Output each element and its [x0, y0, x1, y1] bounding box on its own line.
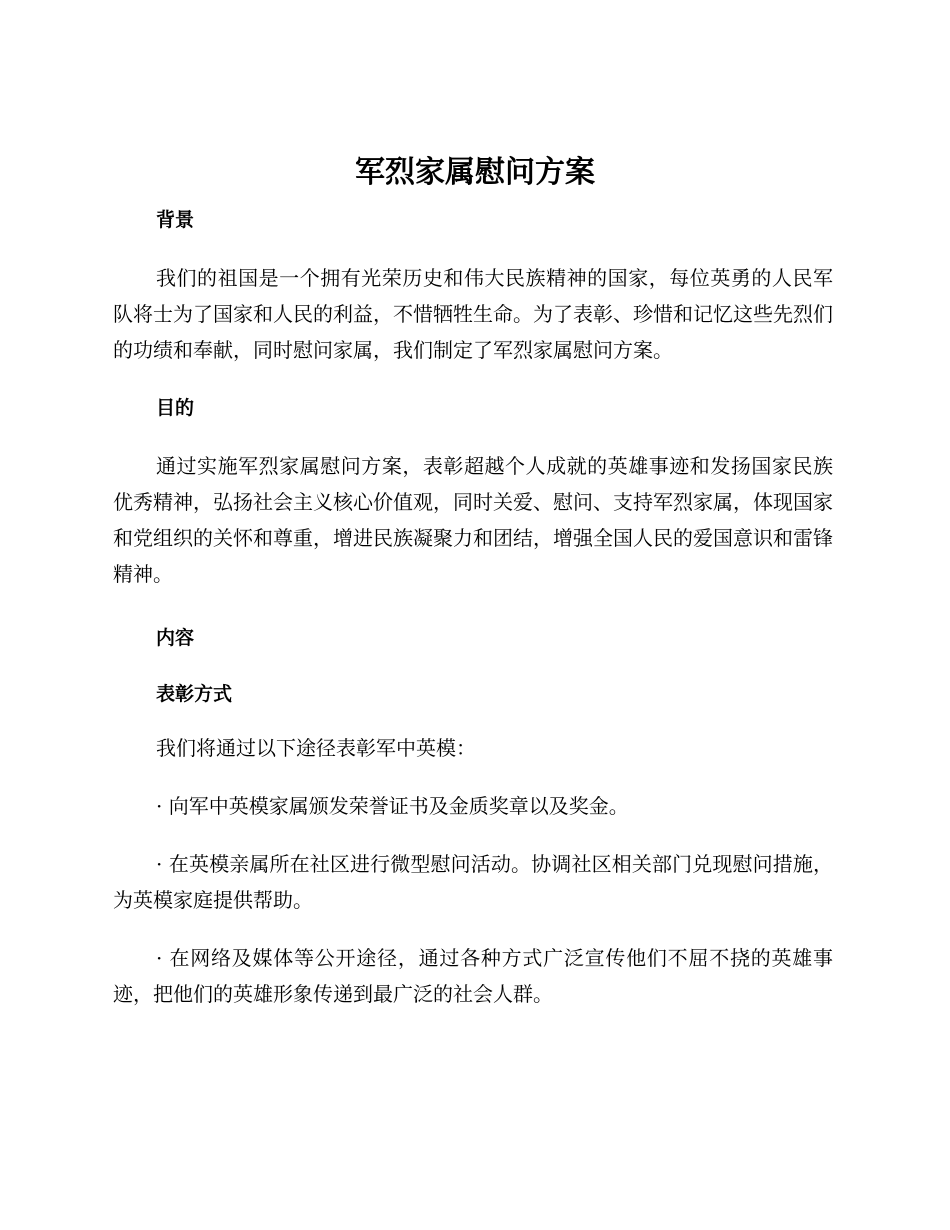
list-item: · 在网络及媒体等公开途径，通过各种方式广泛宣传他们不屈不挠的英雄事迹，把他们的英雄形象传递到最广泛的社会人群。	[113, 946, 833, 1006]
background-paragraph: 我们的祖国是一个拥有光荣历史和伟大民族精神的国家，每位英勇的人民军队将士为了国家和人民的利益，不惜牺牲生命。为了表彰、珍惜和记忆这些先烈们的功绩和奉献，同时慰问家属，我们制定了军烈家属慰问方案。	[113, 266, 833, 362]
commendation-intro: 我们将通过以下途径表彰军中英模：	[156, 736, 476, 760]
section-heading-content: 内容	[156, 627, 195, 649]
section-heading-background: 背景	[156, 209, 195, 231]
document-body	[113, 200, 833, 1012]
document-title: 军烈家属慰问方案	[355, 155, 595, 190]
purpose-paragraph: 通过实施军烈家属慰问方案，表彰超越个人成就的英雄事迹和发扬国家民族优秀精神，弘扬社会主义核心价值观，同时关爱、慰问、支持军烈家属，体现国家和党组织的关怀和尊重，增进民族凝聚力和团结，增强全国人民的爱国意识和雷锋精神。	[113, 454, 833, 586]
list-item: · 向军中英模家属颁发荣誉证书及金质奖章以及奖金。	[156, 794, 629, 818]
list-item: · 在英模亲属所在社区进行微型慰问活动。协调社区相关部门兑现慰问措施，为英模家庭提供帮助。	[113, 852, 833, 912]
section-heading-purpose: 目的	[156, 397, 195, 419]
section-heading-commendation-methods: 表彰方式	[156, 683, 233, 705]
